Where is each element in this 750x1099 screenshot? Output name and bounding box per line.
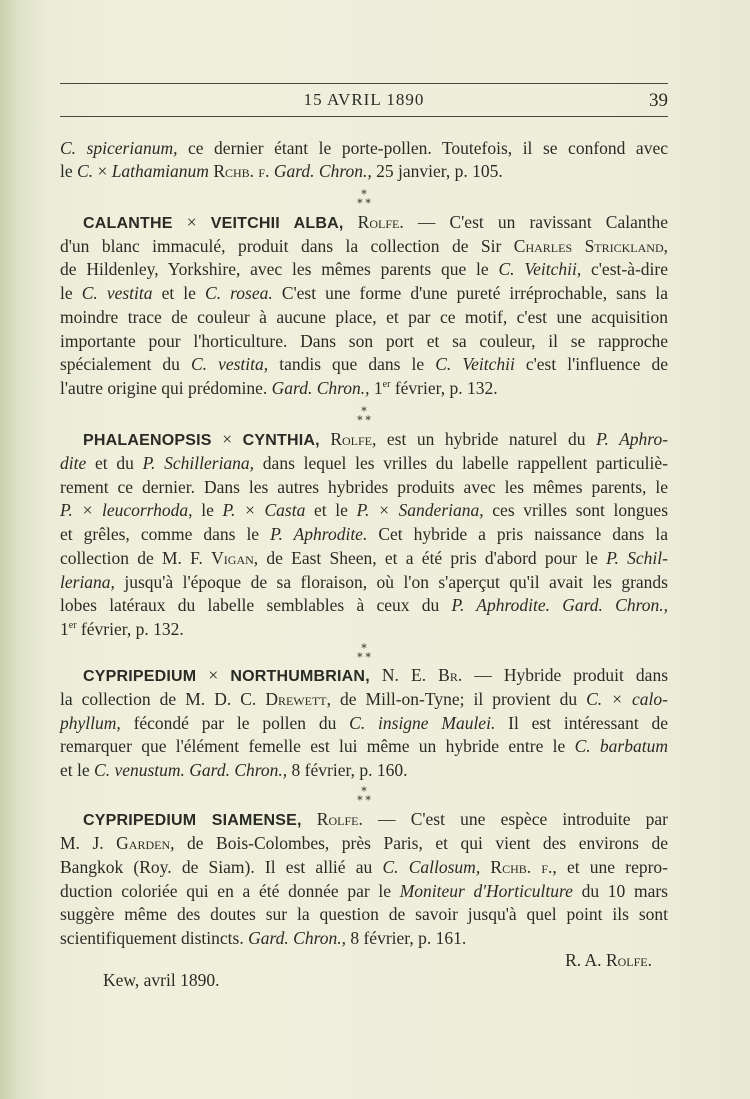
entry-heading-calanthe: CALANTHE × VEITCHII ALBA, Rolfe. — C'est un ravissant Calanthe [83,212,668,232]
header-top-rule [60,83,668,84]
place-and-date: Kew, avril 1890. [103,970,220,990]
text-line: spécialement du C. vestita, tandis que dans le C. Veitchii c'est l'influence de [60,354,668,374]
text-line: remarquer que l'élément femelle est lui même un hybride entre le C. barbatum [60,736,668,756]
asterism: ⁎ ⁎ ⁎ [357,782,371,803]
header-bottom-rule [60,116,668,117]
text-line: le C. vestita et le C. rosea. C'est une forme d'une pureté irréprochable, sans la [60,283,668,303]
text-line: d'un blanc immaculé, produit dans la collection de Sir Charles Strickland, [60,236,669,256]
text-line: de Hildenley, Yorkshire, avec les mêmes parents que le C. Veitchii, c'est-à-dire [60,259,668,279]
text-line: suggère même des doutes sur la question de savoir jusqu'à quel point ils sont [60,904,668,924]
text-line: C. spicerianum, ce dernier étant le porte-pollen. Toutefois, il se confond avec [60,138,668,158]
text-line: leriana, jusqu'à l'époque de sa floraison, où l'on s'aperçut qu'il avait les grands [60,572,668,592]
entry-heading-cypripedium-northumbrian: CYPRIPEDIUM × NORTHUMBRIAN, N. E. Br. — Hybride produit dans [83,665,668,685]
author-signature: R. A. Rolfe. [565,950,652,970]
text-line: moindre trace de couleur à aucune place, et par ce motif, c'est une acquisition [60,307,668,327]
text-line: collection de M. F. Vigan, de East Sheen, et a été pris d'abord pour le P. Schil- [60,548,668,568]
text-line: phyllum, fécondé par le pollen du C. insigne Maulei. Il est intéressant de [60,713,669,733]
running-header [60,86,668,114]
asterism: ⁎ ⁎ ⁎ [357,185,371,206]
text-line: lobes latéraux du labelle semblables à ceux du P. Aphrodite. Gard. Chron., [60,595,668,615]
text-line: duction coloriée qui en a été donnée par le Moniteur d'Horticulture du 10 mars [60,881,668,901]
entry-heading-cypripedium-siamense: CYPRIPEDIUM SIAMENSE, Rolfe. — C'est une espèce introduite par [83,809,668,829]
page-number: 39 [649,90,668,111]
text-line: scientifiquement distincts. Gard. Chron., 8 février, p. 161. [60,928,467,948]
entry-heading-phalaenopsis: PHALAENOPSIS × CYNTHIA, Rolfe, est un hybride naturel du P. Aphro- [83,429,669,449]
issue-date: 15 AVRIL 1890 [303,90,425,109]
text-line: l'autre origine qui prédomine. Gard. Chron., 1er février, p. 132. [60,378,498,398]
text-line: M. J. Garden, de Bois-Colombes, près Paris, et qui vient des environs de [60,833,668,853]
text-line: importante pour l'horticulture. Dans son port et sa couleur, il se rapproche [60,331,668,351]
text-line: et grêles, comme dans le P. Aphrodite. Cet hybride a pris naissance dans la [60,524,668,544]
text-line: la collection de M. D. C. Drewett, de Mill-on-Tyne; il provient du C. × calo- [60,689,668,709]
text-line: rement ce dernier. Dans les autres hybrides produits avec les mêmes parents, le [60,477,668,497]
asterism: ⁎ ⁎ ⁎ [357,639,371,660]
asterism: ⁎ ⁎ ⁎ [357,402,371,423]
text-line: Bangkok (Roy. de Siam). Il est allié au C. Callosum, Rchb. f., et une repro- [60,857,668,877]
text-line: 1er février, p. 132. [60,619,184,639]
text-line: et le C. venustum. Gard. Chron., 8 février, p. 160. [60,760,408,780]
text-line: P. × leucorrhoda, le P. × Casta et le P. × Sanderiana, ces vrilles sont longues [60,500,668,520]
text-line: le C. × Lathamianum Rchb. f. Gard. Chron., 25 janvier, p. 105. [60,161,503,181]
text-line: dite et du P. Schilleriana, dans lequel les vrilles du labelle rappellent particuliè- [60,453,668,473]
